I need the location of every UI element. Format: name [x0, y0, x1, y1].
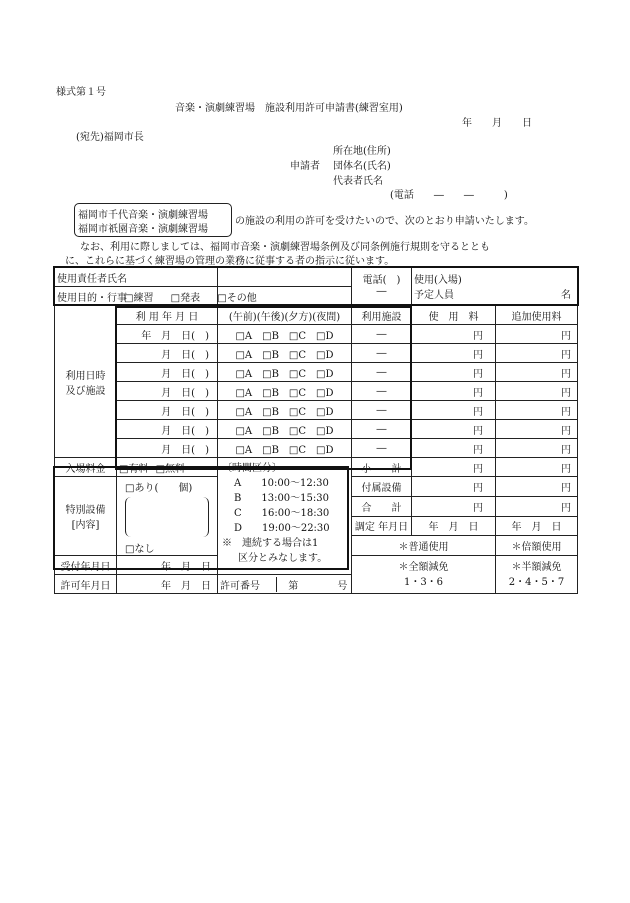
schedule-slots[interactable]: □A □B □C □D	[218, 344, 352, 363]
schedule-date[interactable]: 月 日( )	[117, 420, 218, 439]
permit-date-label: 許可年月日	[55, 575, 117, 594]
adjust-date-1[interactable]: 年 月 日	[412, 516, 496, 536]
people-label: 使用(入場)	[414, 275, 462, 286]
total-fee[interactable]: 円	[412, 496, 496, 516]
addressee: (宛先)福岡市長	[76, 132, 144, 143]
schedule-date[interactable]: 月 日( )	[117, 363, 218, 382]
adjust-label: 調定 年月日	[352, 516, 412, 536]
schedule-slots[interactable]: □A □B □C □D	[218, 420, 352, 439]
purpose-practice-checkbox[interactable]: □練習	[124, 292, 154, 304]
special-yes-checkbox[interactable]: □あり( 個)	[125, 483, 193, 494]
equipment-fee[interactable]: 円	[412, 477, 496, 497]
admission-free-checkbox[interactable]: □無料	[155, 463, 186, 475]
total-extra[interactable]: 円	[496, 496, 578, 516]
schedule-facility[interactable]: ―	[352, 401, 412, 420]
schedule-date[interactable]: 月 日( )	[117, 401, 218, 420]
special-content-bracket[interactable]	[125, 497, 209, 537]
facility-gion: 福岡市祇園音楽・演劇練習場	[78, 224, 208, 235]
schedule-slots[interactable]: □A □B □C □D	[218, 382, 352, 401]
subtotal-label: 小 計	[352, 458, 412, 477]
schedule-extra[interactable]: 円	[496, 420, 578, 439]
schedule-fee[interactable]: 円	[412, 439, 496, 458]
schedule-extra[interactable]: 円	[496, 344, 578, 363]
subtotal-fee[interactable]: 円	[412, 458, 496, 477]
schedule-fee[interactable]: 円	[412, 325, 496, 344]
people-cell[interactable]	[412, 268, 578, 306]
schedule-facility[interactable]: ―	[352, 439, 412, 458]
schedule-date[interactable]: 月 日( )	[117, 382, 218, 401]
col-extra-header: 追加使用料	[496, 306, 578, 325]
permit-date[interactable]: 年 月 日	[117, 575, 218, 594]
schedule-facility[interactable]: ―	[352, 325, 412, 344]
schedule-extra[interactable]: 円	[496, 325, 578, 344]
time-slot-d: D 19:00～22:30	[234, 523, 330, 534]
col-date-header: 利 用 年 月 日	[117, 306, 218, 325]
form-title: 音楽・演劇練習場 施設利用許可申請書(練習室用)	[175, 103, 403, 114]
schedule-extra[interactable]: 円	[496, 401, 578, 420]
purpose-recital-checkbox[interactable]: □発表	[170, 292, 201, 304]
schedule-slots[interactable]: □A □B □C □D	[218, 325, 352, 344]
applicant-phone[interactable]: (電話 ― ― )	[390, 190, 508, 201]
time-division-title: 〔時間区分〕	[222, 463, 282, 474]
applicant-location[interactable]: 所在地(住所)	[333, 146, 391, 157]
schedule-slots[interactable]: □A □B □C □D	[218, 401, 352, 420]
facility-chiyo: 福岡市千代音楽・演劇練習場	[78, 210, 208, 221]
col-fee-header: 使 用 料	[412, 306, 496, 325]
schedule-facility[interactable]: ―	[352, 420, 412, 439]
time-note-1: ※ 連続する場合は1	[222, 538, 319, 549]
time-slot-a: A 10:00～12:30	[234, 478, 329, 489]
schedule-side-label: 利用日時 及び施設	[55, 306, 117, 458]
half-exemption-cell[interactable]	[496, 556, 578, 594]
applicant-label: 申請者	[290, 161, 320, 172]
schedule-extra[interactable]: 円	[496, 363, 578, 382]
applicant-group-name[interactable]: 団体名(氏名)	[333, 161, 391, 172]
normal-use[interactable]: ＊普通使用	[352, 536, 496, 556]
special-no-checkbox[interactable]: □なし	[125, 544, 155, 555]
special-equipment-cell[interactable]	[117, 477, 218, 556]
application-table	[54, 267, 578, 594]
schedule-date[interactable]: 年 月 日( )	[117, 325, 218, 344]
schedule-facility[interactable]: ―	[352, 363, 412, 382]
purpose-label: 使用目的・行事	[55, 287, 218, 306]
people-unit: 名	[561, 290, 571, 301]
request-text: の施設の利用の許可を受けたいので、次のとおり申請いたします。	[235, 216, 534, 227]
purpose-other-checkbox[interactable]: □その他	[217, 292, 257, 304]
schedule-slots[interactable]: □A □B □C □D	[218, 439, 352, 458]
phone-label: 電話( )	[362, 275, 401, 286]
phone-dash: ―	[376, 286, 387, 297]
note-line-1: なお、利用に際しましては、福岡市音楽・演劇練習場条例及び同条例施行規則を守るととも	[80, 242, 490, 253]
schedule-fee[interactable]: 円	[412, 420, 496, 439]
form-number: 様式第１号	[56, 87, 106, 98]
full-exemption-label: ＊全額減免	[398, 561, 449, 573]
schedule-facility[interactable]: ―	[352, 382, 412, 401]
applicant-representative[interactable]: 代表者氏名	[333, 176, 383, 187]
planned-label: 予定人員	[414, 290, 454, 301]
permit-number-label: 許可番号	[220, 577, 277, 592]
col-facility-header: 利用施設	[352, 306, 412, 325]
schedule-fee[interactable]: 円	[412, 363, 496, 382]
full-exemption-codes: 1・3・6	[403, 576, 444, 588]
schedule-extra[interactable]: 円	[496, 439, 578, 458]
responsible-label: 使用責任者氏名	[55, 268, 218, 287]
equipment-extra[interactable]: 円	[496, 477, 578, 497]
adjust-date-2[interactable]: 年 月 日	[496, 516, 578, 536]
time-slot-b: B 13:00～15:30	[234, 493, 329, 504]
received-date[interactable]: 年 月 日	[117, 556, 218, 575]
time-division-cell	[218, 458, 352, 575]
schedule-facility[interactable]: ―	[352, 344, 412, 363]
half-exemption-label: ＊半額減免	[511, 561, 562, 573]
schedule-date[interactable]: 月 日( )	[117, 344, 218, 363]
schedule-date[interactable]: 月 日( )	[117, 439, 218, 458]
schedule-slots[interactable]: □A □B □C □D	[218, 363, 352, 382]
permit-number-prefix: 第	[288, 580, 299, 592]
time-note-2: 区分とみなします。	[238, 553, 328, 564]
special-equipment-label: 特別設備 [内容]	[55, 477, 117, 556]
received-label: 受付年月日	[55, 556, 117, 575]
permit-number-suffix: 号	[337, 580, 348, 592]
admission-paid-checkbox[interactable]: □有料	[119, 463, 149, 475]
schedule-fee[interactable]: 円	[412, 382, 496, 401]
time-slot-c: C 16:00～18:30	[234, 508, 330, 519]
total-label: 合 計	[352, 496, 412, 516]
subtotal-extra[interactable]: 円	[496, 458, 578, 477]
double-fee[interactable]: ＊倍額使用	[496, 536, 578, 556]
half-exemption-codes: 2・4・5・7	[508, 576, 565, 588]
permit-number-cell[interactable]	[218, 575, 352, 594]
schedule-fee[interactable]: 円	[412, 401, 496, 420]
schedule-extra[interactable]: 円	[496, 382, 578, 401]
application-date[interactable]: 年 月 日	[462, 118, 532, 129]
equipment-label: 付属設備	[352, 477, 412, 497]
admission-label: 入場料金	[55, 458, 117, 477]
purpose-options[interactable]	[124, 287, 352, 306]
admission-options[interactable]	[117, 458, 218, 477]
responsible-input[interactable]	[218, 268, 352, 287]
full-exemption-cell[interactable]	[352, 556, 496, 594]
phone-cell[interactable]	[352, 268, 412, 306]
col-period-header: (午前)(午後)(夕方)(夜間)	[218, 306, 352, 325]
schedule-fee[interactable]: 円	[412, 344, 496, 363]
note-line-2: に、これらに基づく練習場の管理の業務に従事する者の指示に従います。	[65, 256, 395, 267]
